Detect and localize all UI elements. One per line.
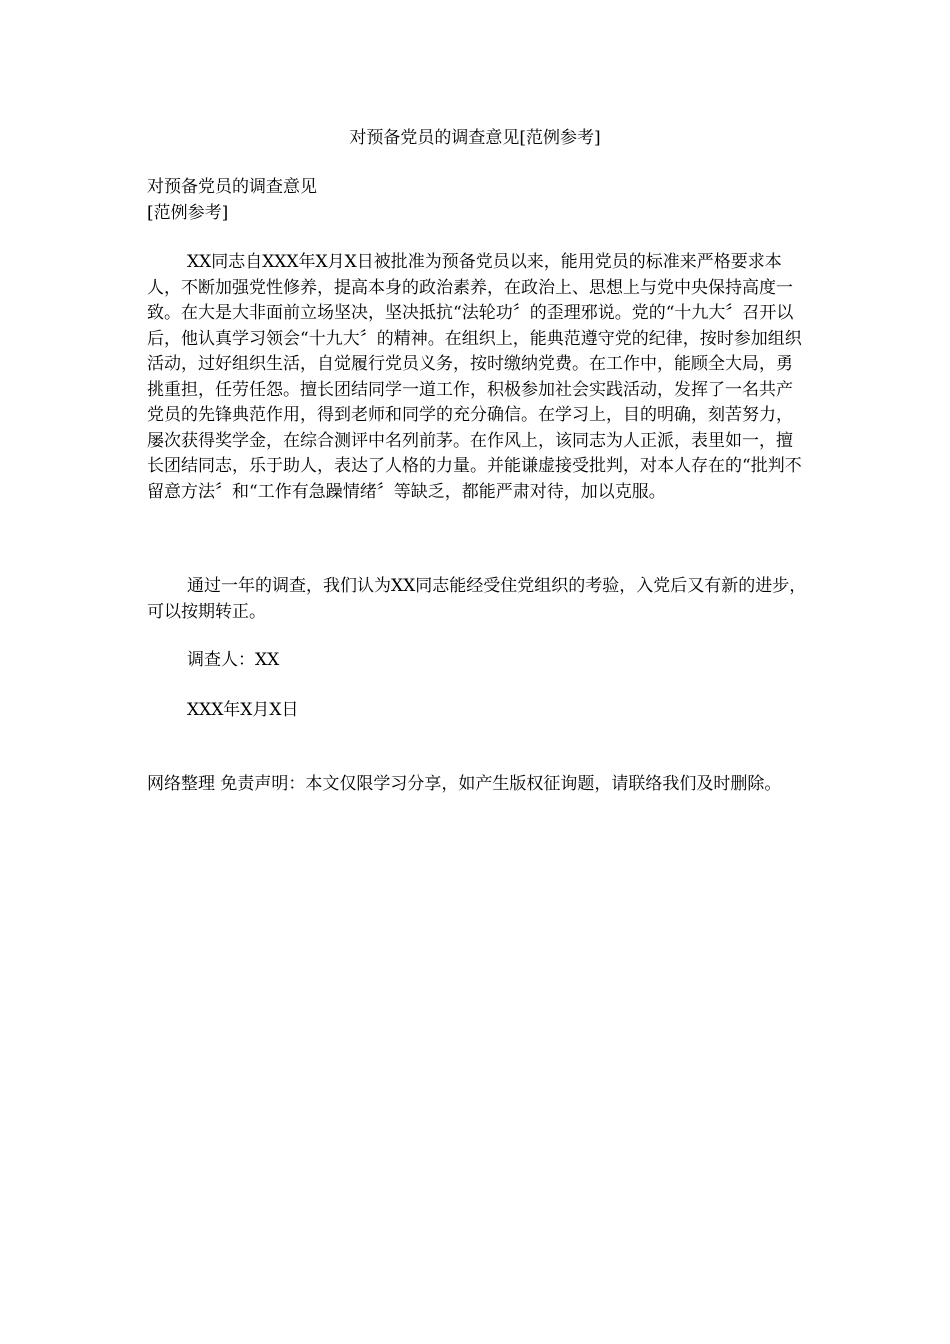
signer-line: 调查人：XX bbox=[187, 650, 280, 670]
subtitle-line-1: 对预备党员的调查意见 bbox=[147, 177, 317, 197]
document-subtitle bbox=[147, 175, 807, 226]
disclaimer: 网络整理 免责声明：本文仅限学习分享，如产生版权征询题，请联络我们及时删除。 bbox=[147, 774, 782, 794]
body-paragraph-1: XX同志自XXX年X月X日被批准为预备党员以来，能用党员的标准来严格要求本人，不断加强党性修养，提高本身的政治素养，在政治上、思想上与党中央保持高度一致。在大是大非面前立场坚决，坚决抵抗“法轮功〞的歪理邪说。党的“十九大〞召开以后，他认真学习领会“十九大〞的精神。在组织上，能典范遵守党的纪律，按时参加组织活动，过好组织生活，自觉履行党员义务，按时缴纳党费。在工作中，能顾全大局，勇挑重担，任劳任怨。擅长团结同学一道工作，积极参加社会实践活动，发挥了一名共产党员的先锋典范作用，得到老师和同学的充分确信。在学习上，目的明确，刻苦努力，屡次获得奖学金，在综合测评中名列前茅。在作风上，该同志为人正派，表里如一，擅长团结同志，乐于助人，表达了人格的力量。并能谦虚接受批判，对本人存在的“批判不留意方法〞和“工作有急躁情绪〞等缺乏，都能严肃对待，加以克服。 bbox=[147, 252, 802, 502]
document-title: 对预备党员的调查意见[范例参考] bbox=[349, 128, 601, 148]
subtitle-line-2: [范例参考] bbox=[147, 202, 229, 223]
date-line: XXX年X月X日 bbox=[187, 700, 299, 720]
body-paragraph-2: 通过一年的调查，我们认为XX同志能经受住党组织的考验，入党后又有新的进步，可以按期转正。 bbox=[147, 576, 807, 622]
